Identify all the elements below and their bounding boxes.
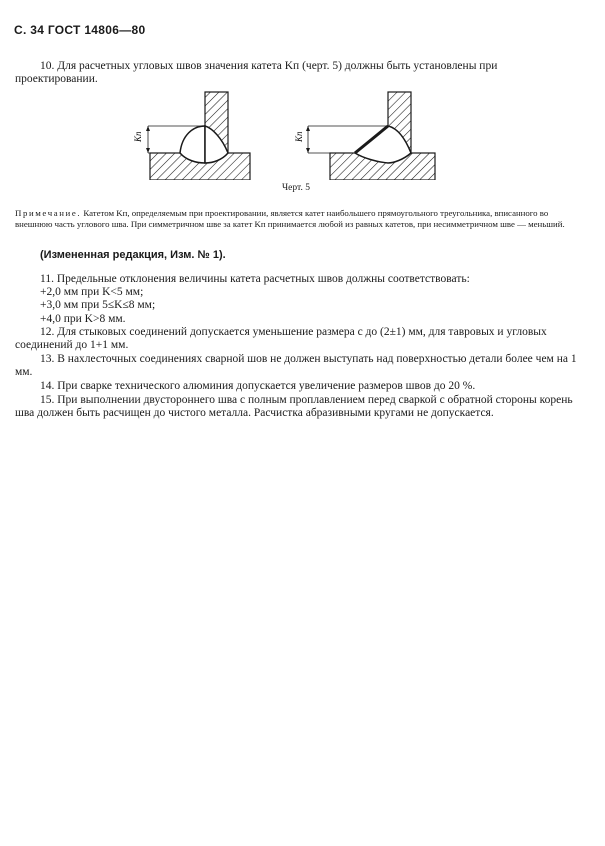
left-weld-joint bbox=[133, 92, 250, 180]
note-block bbox=[15, 208, 579, 230]
list-item: +2,0 мм при K<5 мм; bbox=[40, 286, 144, 298]
right-leg-label: Kп bbox=[294, 131, 304, 142]
amendment-note: (Измененная редакция, Изм. № 1). bbox=[40, 249, 226, 261]
paragraph-13: 13. В нахлесточных соединениях сварной шов не должен выступать над поверхностью детали более чем на 1 мм. bbox=[15, 353, 577, 379]
paragraph-14: 14. При сварке технического алюминия допускается увеличение размеров швов до 20 %. bbox=[40, 380, 476, 392]
figure-drawing bbox=[0, 90, 605, 180]
list-item: +3,0 мм при 5≤K≤8 мм; bbox=[40, 299, 156, 312]
paragraph-11: 11. Предельные отклонения величины катета расчетных швов должны соответствовать: bbox=[40, 273, 470, 285]
note-label: Примечание. bbox=[15, 208, 82, 218]
page-header: С. 34 ГОСТ 14806—80 bbox=[14, 23, 146, 37]
right-weld-joint bbox=[294, 92, 435, 180]
note-text: Катетом Kп, определяемым при проектировании, является катет наибольшего прямоугольного треугольника, вписанного во внешнюю часть углового шва. При симметричном шве за катет Kп принимается любой из равных катетов, при несимметричном шве — меньший. bbox=[15, 208, 565, 229]
paragraph-10: 10. Для расчетных угловых швов значения катета Kп (черт. 5) должны быть установлены при проектировании. bbox=[15, 60, 498, 86]
paragraph-15: 15. При выполнении двустороннего шва с полным проплавлением перед сваркой с обратной стороны корень шва должен быть расчищен до чистого металла. Расчистка абразивными кругами не допускается. bbox=[15, 394, 573, 420]
left-leg-label: Kп bbox=[133, 131, 143, 142]
figure-caption: Черт. 5 bbox=[282, 183, 310, 193]
tolerance-list bbox=[40, 286, 579, 326]
paragraph-12: 12. Для стыковых соединений допускается уменьшение размера c до (2±1) мм, для тавровых и угловых соединений до 1+1 мм. bbox=[15, 326, 547, 352]
list-item: +4,0 при K>8 мм. bbox=[40, 312, 126, 325]
